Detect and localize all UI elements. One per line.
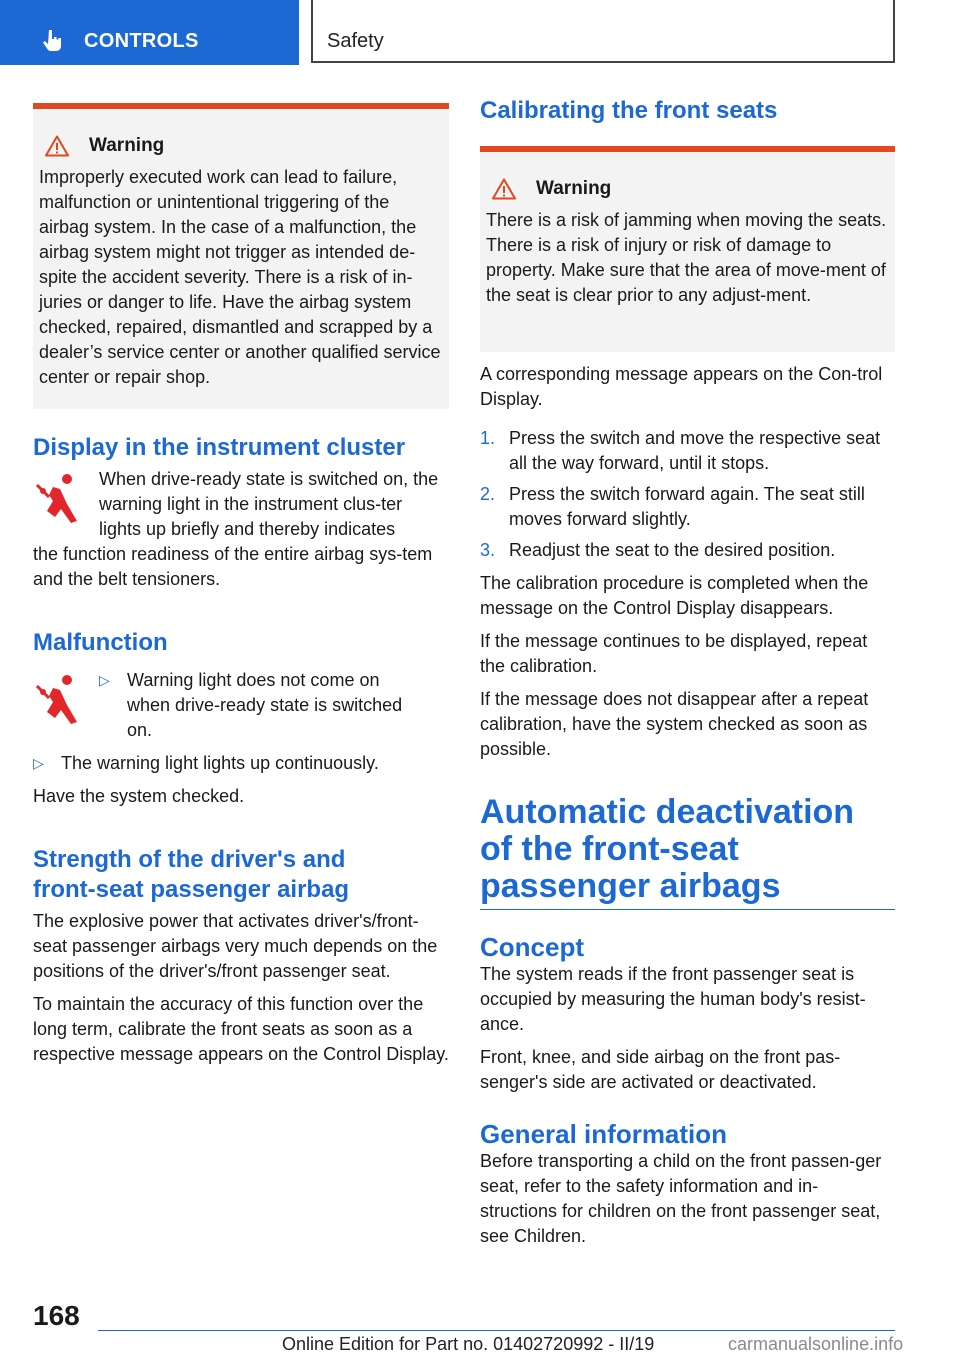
bullet-item <box>99 668 407 743</box>
section-tab[interactable] <box>0 0 299 65</box>
bullet-item <box>33 751 449 776</box>
step-item <box>480 426 895 476</box>
step-item <box>480 482 895 532</box>
chapter-heading-block <box>480 794 895 910</box>
step-number: 3. <box>480 540 496 560</box>
chapter-header <box>311 0 895 63</box>
concept-paragraph-2: Front, knee, and side airbag on the front pas-senger's side are activated or deactivated. <box>480 1047 841 1092</box>
display-icon-row <box>33 467 449 542</box>
display-heading: Display in the instrument cluster <box>33 434 406 461</box>
footer-divider <box>98 1330 895 1331</box>
calibrating-heading: Calibrating the front seats <box>480 97 778 124</box>
malfunction-heading: Malfunction <box>33 629 168 656</box>
warning-triangle-icon <box>492 178 516 200</box>
display-text-icon: When drive-ready state is switched on, the warning light in the instrument clus-ter lights up briefly and thereby indicates <box>99 469 439 539</box>
left-column <box>33 103 449 1067</box>
display-text-rest: the function readiness of the entire airbag sys-tem and the belt tensioners. <box>33 544 433 589</box>
step-item <box>480 538 895 563</box>
airbag-warning-icon <box>33 672 83 728</box>
automatic-deactivation-heading: Automatic deactivation of the front-seat passenger airbags <box>480 793 855 905</box>
strength-paragraph-2: To maintain the accuracy of this function over the long term, calibrate the front seats as soon as a respective message appears on the Control Display. <box>33 994 449 1064</box>
warning-triangle-icon <box>45 135 69 157</box>
step-text: Press the switch forward again. The seat still moves forward slightly. <box>509 484 865 529</box>
warning-title: Warning <box>89 135 165 156</box>
warning-box <box>33 103 449 409</box>
strength-heading: Strength of the driver's and front-seat passenger airbag <box>33 846 350 903</box>
bullet-text: The warning light lights up continuously. <box>61 753 379 773</box>
calibrating-paragraph-4: If the message does not disappear after a repeat calibration, have the system checked as soon as possible. <box>480 689 869 759</box>
warning-title: Warning <box>536 178 612 199</box>
check-text: Have the system checked. <box>33 786 245 806</box>
step-number: 1. <box>480 428 496 448</box>
concept-paragraph-1: The system reads if the front passenger seat is occupied by measuring the human body's resist-ance. <box>480 964 866 1034</box>
calibrating-paragraph-1: A corresponding message appears on the Con-trol Display. <box>480 364 883 409</box>
general-information-heading: General information <box>480 1119 728 1149</box>
page-number: 168 <box>33 1300 80 1331</box>
step-number: 2. <box>480 484 496 504</box>
warning-header <box>45 135 441 157</box>
warning-box <box>480 146 895 352</box>
general-information-paragraph: Before transporting a child on the front passen-ger seat, refer to the safety information and in-structions for children on the front passenger seat, see Children. <box>480 1151 882 1246</box>
warning-text: Improperly executed work can lead to failure, malfunction or unintentional triggering of the airbag system. In the case of a malfunction, the airbag system might not trigger as intended de-spite the accident severity. There is a risk of in-juries or danger to life. Have the airbag system checked, repaired, dismantled and scrapped by a dealer’s service center or another qualified service center or repair shop. <box>39 167 441 387</box>
bullet-text: Warning light does not come on when drive-ready state is switched on. <box>127 670 403 740</box>
strength-paragraph-1: The explosive power that activates driver's/front-seat passenger airbags very much depends on the positions of the driver's/front passenger seat. <box>33 911 438 981</box>
concept-heading: Concept <box>480 932 584 962</box>
step-text: Readjust the seat to the desired position. <box>509 540 836 560</box>
warning-text: There is a risk of jamming when moving the seats. There is a risk of injury or risk of damage to property. Make sure that the area of move-ment of the seat is clear prior to any adjust-ment. <box>486 210 887 305</box>
chapter-label: Safety <box>327 30 384 52</box>
right-column <box>480 96 895 1249</box>
hand-pointer-icon <box>40 28 64 52</box>
watermark-text: carmanualsonline.info <box>728 1334 904 1354</box>
triangle-bullet-icon: ▷ <box>33 755 44 771</box>
warning-header <box>492 178 887 200</box>
section-label: CONTROLS <box>84 30 199 52</box>
calibrating-paragraph-3: If the message continues to be displayed, repeat the calibration. <box>480 631 868 676</box>
edition-text: Online Edition for Part no. 01402720992 - II/19 <box>282 1334 655 1354</box>
triangle-bullet-icon: ▷ <box>99 672 110 688</box>
step-text: Press the switch and move the respective seat all the way forward, until it stops. <box>509 428 881 473</box>
malfunction-icon-row <box>33 668 449 743</box>
airbag-warning-icon <box>33 471 83 527</box>
calibrating-paragraph-2: The calibration procedure is completed when the message on the Control Display disappears. <box>480 573 869 618</box>
